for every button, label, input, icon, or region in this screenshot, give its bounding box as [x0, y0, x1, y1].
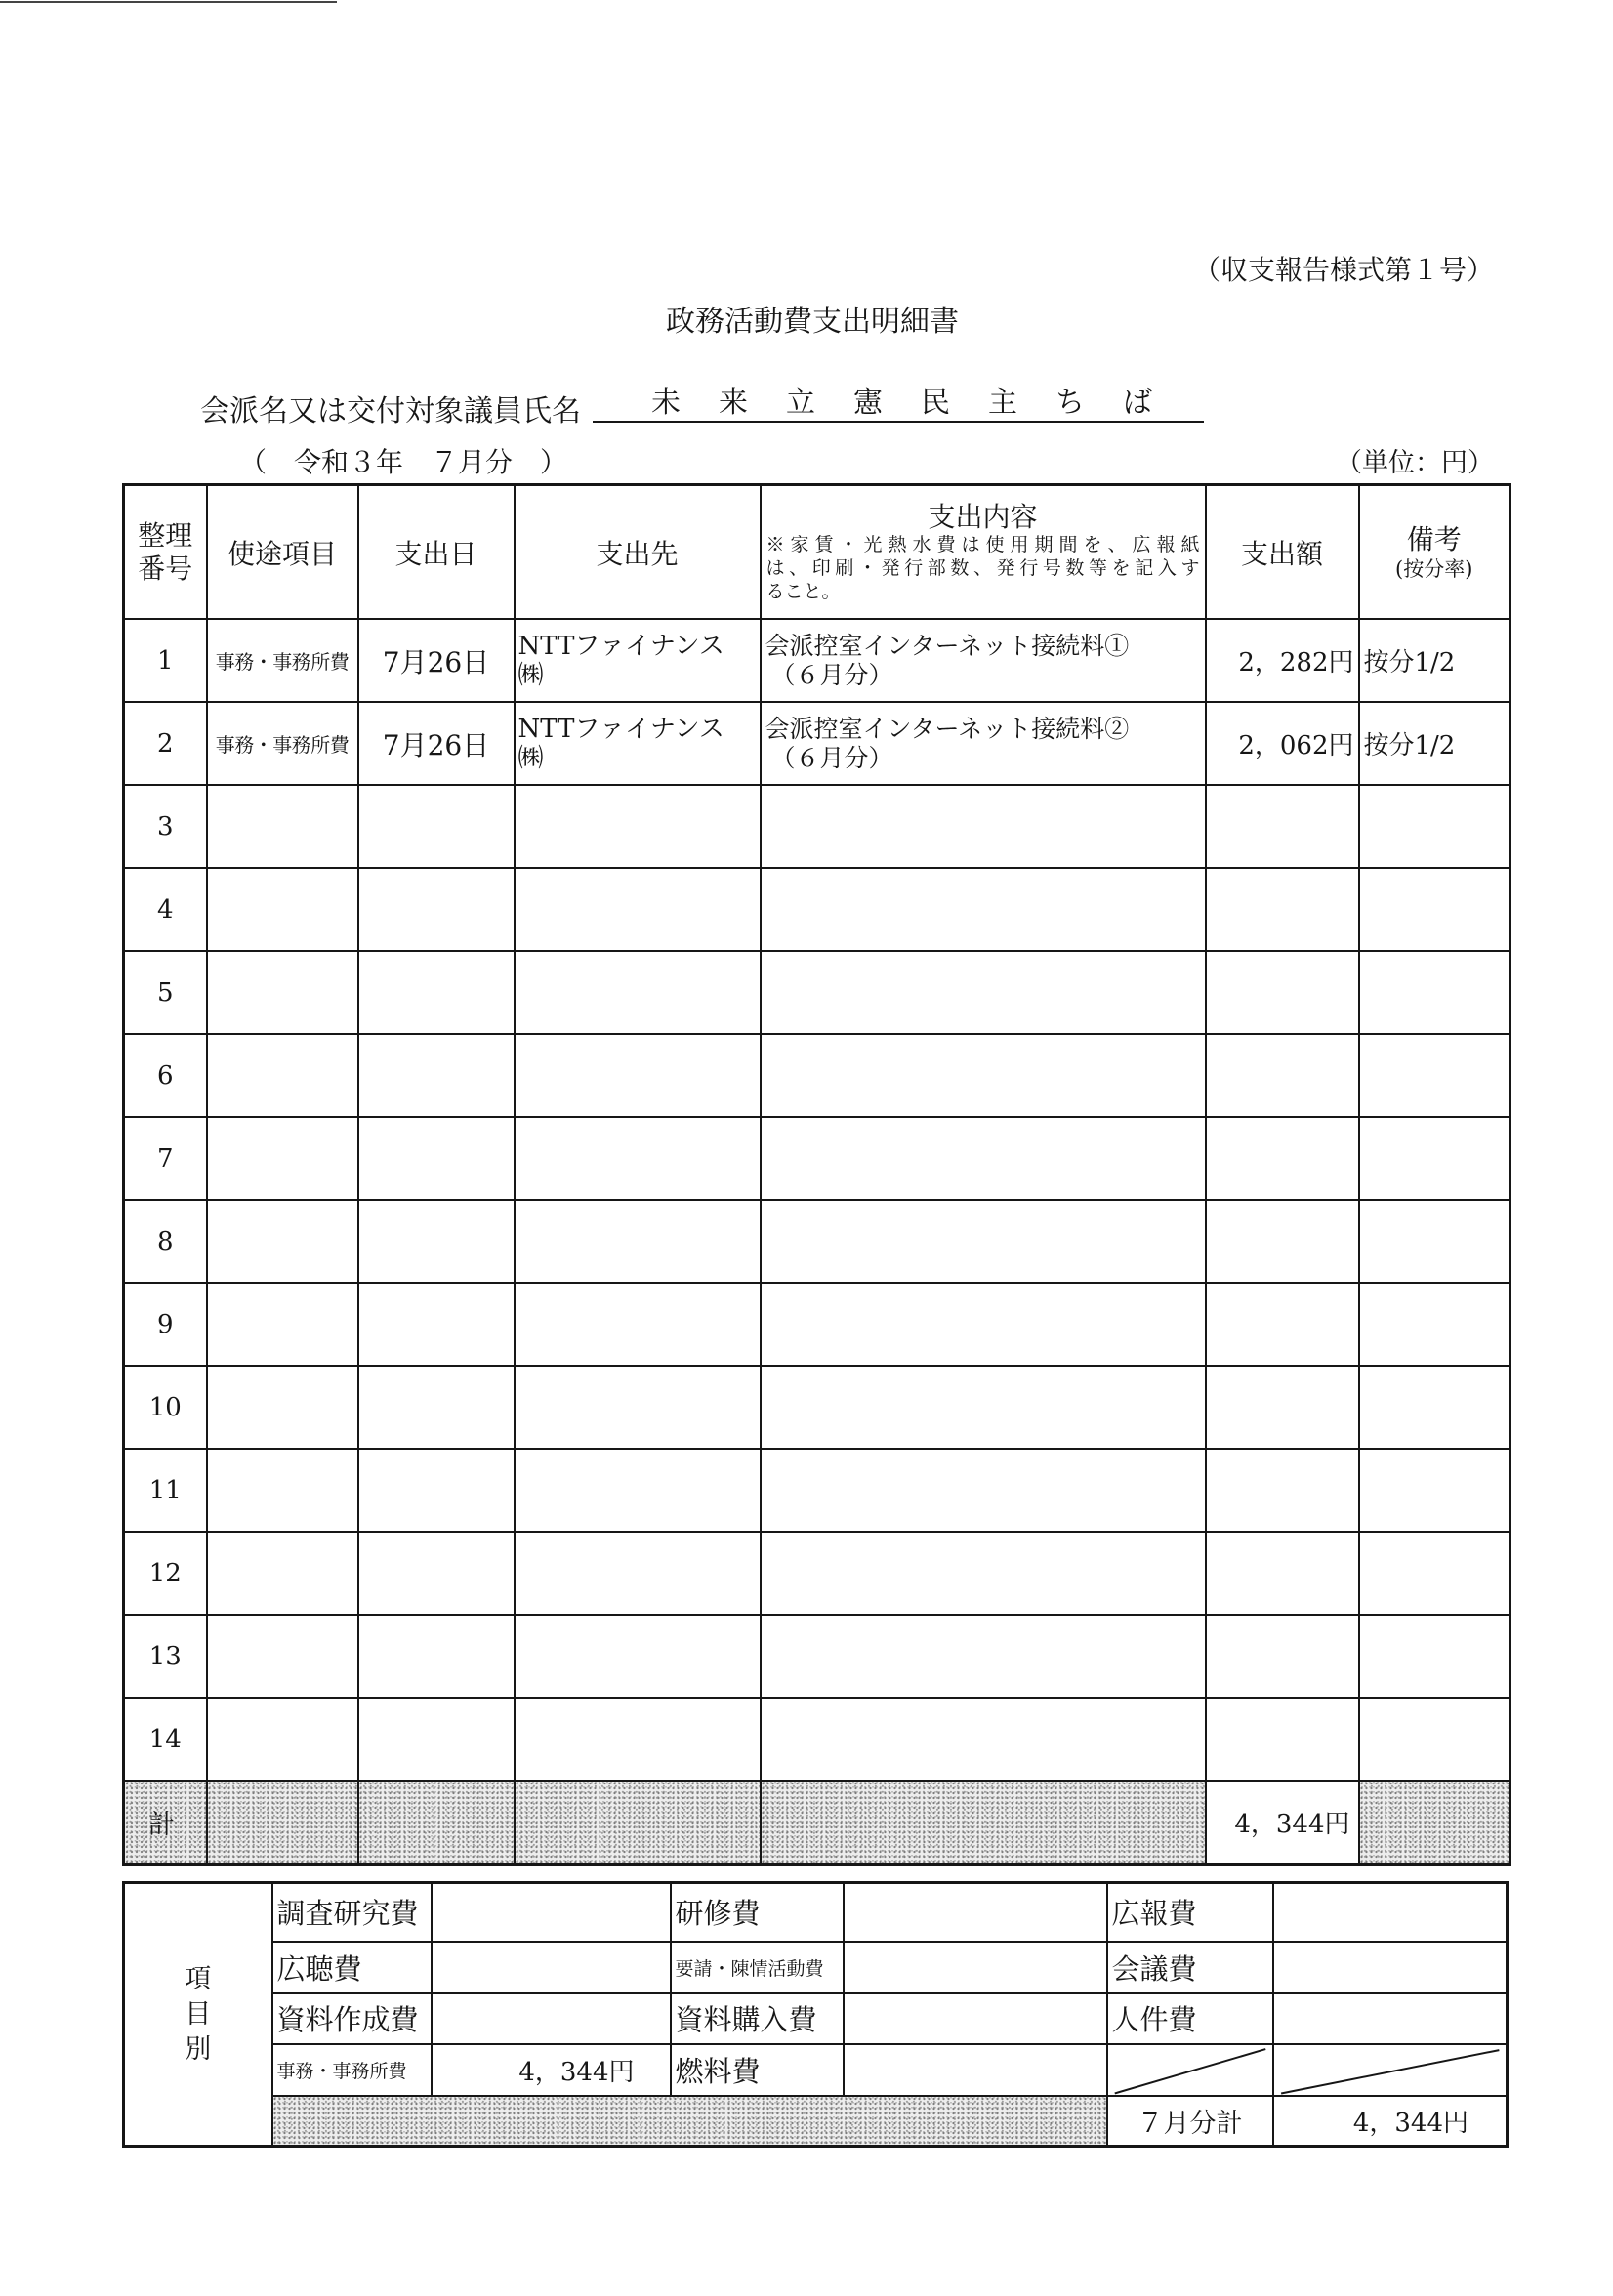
scan-edge-line [0, 1, 337, 3]
shaded-cell [358, 1781, 515, 1865]
category-cell [207, 868, 358, 951]
payee-cell [515, 619, 761, 702]
row-number: 9 [124, 1283, 207, 1366]
summary-row [124, 2044, 1508, 2096]
header-category: 使途項目 [207, 485, 358, 620]
content-cell [761, 1532, 1206, 1615]
reporting-period: （ 令和３年 ７月分 ） [239, 446, 568, 478]
remarks-cell [1359, 1200, 1510, 1283]
row-number: 10 [124, 1366, 207, 1449]
category-cell [207, 1366, 358, 1449]
monthly-total-value: 4，344円 [1273, 2096, 1508, 2147]
shaded-cell [207, 1781, 358, 1865]
content-cell [761, 1117, 1206, 1200]
date-cell [358, 1200, 515, 1283]
payee-cell [515, 868, 761, 951]
table-row [124, 868, 1510, 951]
header-amount: 支出額 [1206, 485, 1359, 620]
header-number [124, 485, 207, 620]
total-label: 計 [124, 1781, 207, 1865]
table-row [124, 785, 1510, 868]
summary-label: 広報費 [1107, 1883, 1273, 1942]
date-cell [358, 1283, 515, 1366]
amount-cell [1206, 868, 1359, 951]
header-content-note-line: ること。 [765, 580, 841, 602]
content-cell [761, 868, 1206, 951]
remarks-cell [1359, 951, 1510, 1034]
category-cell [207, 1117, 358, 1200]
category-cell [207, 1449, 358, 1532]
summary-label: 広聴費 [272, 1942, 432, 1993]
row-number: 11 [124, 1449, 207, 1532]
payee-cell [515, 1615, 761, 1698]
remarks-cell: 按分1/2 [1359, 619, 1510, 702]
date-cell [358, 1532, 515, 1615]
diagonal-slash-cell [1273, 2044, 1508, 2096]
header-remarks-note: (按分率) [1395, 556, 1473, 581]
amount-cell [1206, 1449, 1359, 1532]
category-cell [207, 1034, 358, 1117]
remarks-cell [1359, 1034, 1510, 1117]
date-cell: 7月26日 [358, 702, 515, 785]
date-cell [358, 1366, 515, 1449]
remarks-cell [1359, 1449, 1510, 1532]
content-cell [761, 1283, 1206, 1366]
date-cell [358, 1449, 515, 1532]
payee-cell [515, 1366, 761, 1449]
document-title: 政務活動費支出明細書 [666, 305, 959, 339]
remarks-cell [1359, 785, 1510, 868]
date-cell: 7月26日 [358, 619, 515, 702]
date-cell [358, 1698, 515, 1781]
content-line: 会派控室インターネット接続料② [765, 714, 1130, 743]
shaded-cell [1359, 1781, 1510, 1865]
amount-cell [1206, 1117, 1359, 1200]
remarks-cell: 按分1/2 [1359, 702, 1510, 785]
summary-value [844, 2044, 1107, 2096]
remarks-cell [1359, 1615, 1510, 1698]
amount-cell [1206, 785, 1359, 868]
category-summary-table [122, 1881, 1509, 2148]
summary-label: 会議費 [1107, 1942, 1273, 1993]
payee-line: NTTファイナンス [517, 714, 724, 744]
summary-value [1273, 1883, 1508, 1942]
row-number: 4 [124, 868, 207, 951]
content-cell [761, 1615, 1206, 1698]
row-number: 2 [124, 702, 207, 785]
amount-cell [1206, 1532, 1359, 1615]
table-row [124, 1698, 1510, 1781]
shaded-cell [515, 1781, 761, 1865]
form-number: （収支報告様式第１号） [1192, 254, 1494, 286]
summary-label: 要請・陳情活動費 [671, 1942, 844, 1993]
payee-cell [515, 1200, 761, 1283]
total-amount: 4，344円 [1206, 1781, 1359, 1865]
remarks-cell [1359, 1283, 1510, 1366]
header-content-note-line: は、印刷・発行部数、発行号数等を記入す [765, 556, 1200, 579]
payee-cell [515, 785, 761, 868]
category-cell: 事務・事務所費 [207, 619, 358, 702]
header-payee: 支出先 [515, 485, 761, 620]
table-row [124, 1117, 1510, 1200]
header-date: 支出日 [358, 485, 515, 620]
amount-cell [1206, 1200, 1359, 1283]
diagonal-slash-cell [1107, 2044, 1273, 2096]
payee-cell [515, 1283, 761, 1366]
header-content-note-line: ※家賃・光熱水費は使用期間を、広報紙 [765, 533, 1200, 555]
row-number: 13 [124, 1615, 207, 1698]
amount-cell: 2，282円 [1206, 619, 1359, 702]
row-number: 5 [124, 951, 207, 1034]
summary-label: 調査研究費 [272, 1883, 432, 1942]
header-remarks-label: 備考 [1406, 522, 1462, 555]
content-cell [761, 1698, 1206, 1781]
payee-cell [515, 951, 761, 1034]
header-row [124, 485, 1510, 620]
table-row [124, 1449, 1510, 1532]
table-row [124, 619, 1510, 702]
category-cell: 事務・事務所費 [207, 702, 358, 785]
monthly-total-label: ７月分計 [1107, 2096, 1273, 2147]
header-remarks [1359, 485, 1510, 620]
summary-value [1273, 1942, 1508, 1993]
summary-row [124, 1942, 1508, 1993]
table-row [124, 702, 1510, 785]
total-row [124, 1781, 1510, 1865]
category-cell [207, 785, 358, 868]
summary-value: 4，344円 [432, 2044, 671, 2096]
date-cell [358, 1117, 515, 1200]
summary-row [124, 2096, 1508, 2147]
content-line: 会派控室インターネット接続料① [765, 631, 1130, 660]
summary-label: 研修費 [671, 1883, 844, 1942]
summary-value [1273, 1993, 1508, 2044]
table-row [124, 1200, 1510, 1283]
amount-cell [1206, 1366, 1359, 1449]
diagonal-slash [1108, 2045, 1272, 2095]
table-row [124, 1615, 1510, 1698]
category-cell [207, 1283, 358, 1366]
date-cell [358, 951, 515, 1034]
row-number: 7 [124, 1117, 207, 1200]
side-label: 項目別 [185, 1963, 212, 2065]
summary-row [124, 1993, 1508, 2044]
summary-value [844, 1993, 1107, 2044]
category-cell [207, 951, 358, 1034]
amount-cell [1206, 1283, 1359, 1366]
remarks-cell [1359, 1117, 1510, 1200]
content-cell [761, 785, 1206, 868]
header-content-label: 支出内容 [928, 500, 1038, 533]
shaded-cell [272, 2096, 1107, 2147]
date-cell [358, 785, 515, 868]
content-cell [761, 1449, 1206, 1532]
remarks-cell [1359, 1532, 1510, 1615]
summary-row [124, 1883, 1508, 1942]
faction-label: 会派名又は交付対象議員氏名 [200, 394, 581, 429]
summary-label: 人件費 [1107, 1993, 1273, 2044]
remarks-cell [1359, 1366, 1510, 1449]
summary-label: 燃料費 [671, 2044, 844, 2096]
payee-line: NTTファイナンス [517, 631, 724, 661]
row-number: 14 [124, 1698, 207, 1781]
amount-cell [1206, 1698, 1359, 1781]
payee-cell [515, 1034, 761, 1117]
table-body [124, 619, 1510, 1865]
diagonal-slash [1274, 2045, 1507, 2095]
row-number: 8 [124, 1200, 207, 1283]
table-row [124, 1034, 1510, 1117]
unit-note: （単位：円） [1336, 448, 1494, 478]
summary-value [844, 1883, 1107, 1942]
amount-cell [1206, 1615, 1359, 1698]
content-cell [761, 619, 1206, 702]
category-cell [207, 1615, 358, 1698]
summary-value [844, 1942, 1107, 1993]
category-cell [207, 1532, 358, 1615]
content-cell [761, 1200, 1206, 1283]
shaded-cell [761, 1781, 1206, 1865]
table-row [124, 1366, 1510, 1449]
remarks-cell [1359, 1698, 1510, 1781]
header-number-label: 整理番号 [138, 518, 193, 585]
summary-label: 資料購入費 [671, 1993, 844, 2044]
table-header [124, 485, 1510, 620]
category-cell [207, 1698, 358, 1781]
payee-cell [515, 1449, 761, 1532]
content-line: （６月分） [770, 660, 893, 689]
payee-cell [515, 1117, 761, 1200]
content-cell [761, 1366, 1206, 1449]
summary-label: 事務・事務所費 [272, 2044, 432, 2096]
table-row [124, 951, 1510, 1034]
content-cell [761, 702, 1206, 785]
row-number: 12 [124, 1532, 207, 1615]
table-row [124, 1283, 1510, 1366]
side-label-cell [124, 1883, 272, 2147]
amount-cell [1206, 1034, 1359, 1117]
expense-detail-table [122, 483, 1511, 1866]
payee-cell [515, 1532, 761, 1615]
summary-label: 資料作成費 [272, 1993, 432, 2044]
row-number: 6 [124, 1034, 207, 1117]
content-line: （６月分） [770, 743, 893, 772]
faction-name: 未来立憲民主ちば [593, 386, 1204, 423]
date-cell [358, 1034, 515, 1117]
content-cell [761, 951, 1206, 1034]
amount-cell [1206, 951, 1359, 1034]
category-cell [207, 1200, 358, 1283]
payee-cell [515, 1698, 761, 1781]
payee-line: ㈱ [517, 743, 544, 773]
date-cell [358, 868, 515, 951]
remarks-cell [1359, 868, 1510, 951]
table-row [124, 1532, 1510, 1615]
content-cell [761, 1034, 1206, 1117]
payee-cell [515, 702, 761, 785]
header-content [761, 485, 1206, 620]
payee-line: ㈱ [517, 660, 544, 690]
date-cell [358, 1615, 515, 1698]
row-number: 3 [124, 785, 207, 868]
summary-value [432, 1942, 671, 1993]
summary-value [432, 1883, 671, 1942]
amount-cell: 2，062円 [1206, 702, 1359, 785]
summary-value [432, 1993, 671, 2044]
row-number: 1 [124, 619, 207, 702]
summary-body [124, 1883, 1508, 2147]
